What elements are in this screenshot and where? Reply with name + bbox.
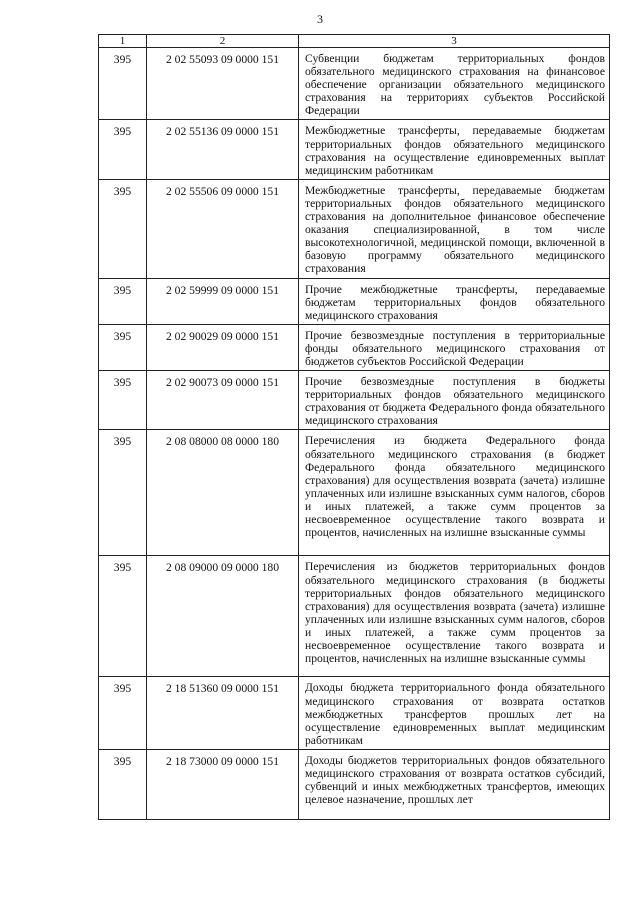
table-row [99,120,610,179]
table-row [99,430,610,556]
admin-code-cell: 395 [99,749,147,819]
admin-code-cell: 395 [99,677,147,749]
revenue-name-cell: Доходы бюджета территориального фонда обязательного медицинского страхования от возврата остатков межбюджетных трансфертов прошлых лет на осуществление единовременных выплат медицинским работникам [299,677,610,749]
revenue-name-cell: Субвенции бюджетам территориальных фондов обязательного медицинского страхования на финансовое обеспечение организации обязательного медицинского страхования на территориях субъектов Российской Федерации [299,48,610,120]
budget-code-cell: 2 08 08000 08 0000 180 [147,430,299,556]
table-row [99,278,610,324]
revenue-name-cell: Межбюджетные трансферты, передаваемые бюджетам территориальных фондов обязательного медицинского страхования на дополнительное финансовое обеспечение оказания специализированной, в том числе высокотехнологичной, медицинской помощи, включенной в базовую программу обязательного медицинского страхования [299,179,610,278]
revenue-name-cell: Перечисления из бюджета Федерального фонда обязательного медицинского страхования (в бюджет Федерального фонда обязательного медицинского страхования) для осуществления возврата (зачета) излишне уплаченных или излишне взысканных сумм налогов, сборов и иных платежей, а также сумм процентов за несвоевременное осуществление такого возврата и процентов, начисленных на излишне взысканные суммы [299,430,610,556]
budget-code-cell: 2 02 90073 09 0000 151 [147,371,299,430]
table-row [99,556,610,677]
table-row [99,677,610,749]
revenue-name-cell: Прочие безвозмездные поступления в территориальные фонды обязательного медицинского страхования от бюджетов субъектов Российской Федерации [299,324,610,370]
budget-code-cell: 2 02 55136 09 0000 151 [147,120,299,179]
budget-code-cell: 2 02 55093 09 0000 151 [147,48,299,120]
table-header-row [99,35,610,48]
admin-code-cell: 395 [99,120,147,179]
revenue-codes-table [98,34,610,820]
page-number: 3 [317,12,323,26]
admin-code-cell: 395 [99,278,147,324]
table-row [99,749,610,819]
admin-code-cell: 395 [99,556,147,677]
revenue-name-cell: Доходы бюджетов территориальных фондов обязательного медицинского страхования от возврата остатков субсидий, субвенций и иных межбюджетных трансфертов, имеющих целевое назначение, прошлых лет [299,749,610,819]
admin-code-cell: 395 [99,324,147,370]
revenue-name-cell: Межбюджетные трансферты, передаваемые бюджетам территориальных фондов обязательного медицинского страхования на осуществление единовременных выплат медицинским работникам [299,120,610,179]
column-header-3: 3 [299,35,610,48]
table-row [99,371,610,430]
admin-code-cell: 395 [99,48,147,120]
table-row [99,179,610,278]
table-row [99,48,610,120]
revenue-name-cell: Перечисления из бюджетов территориальных фондов обязательного медицинского страхования (в бюджеты территориальных фондов обязательного медицинского страхования) для осуществления возврата (зачета) излишне уплаченных или излишне взысканных сумм налогов, сборов и иных платежей, а также сумм процентов за несвоевременное осуществление такого возврата и процентов, начисленных на излишне взысканные суммы [299,556,610,677]
table-row [99,324,610,370]
admin-code-cell: 395 [99,371,147,430]
budget-code-cell: 2 02 55506 09 0000 151 [147,179,299,278]
budget-code-cell: 2 02 59999 09 0000 151 [147,278,299,324]
revenue-name-cell: Прочие межбюджетные трансферты, передаваемые бюджетам территориальных фондов обязательного медицинского страхования [299,278,610,324]
budget-code-cell: 2 02 90029 09 0000 151 [147,324,299,370]
admin-code-cell: 395 [99,430,147,556]
budget-code-cell: 2 18 73000 09 0000 151 [147,749,299,819]
budget-code-cell: 2 18 51360 09 0000 151 [147,677,299,749]
revenue-name-cell: Прочие безвозмездные поступления в бюджеты территориальных фондов обязательного медицинского страхования от бюджета Федерального фонда обязательного медицинского страхования [299,371,610,430]
budget-code-cell: 2 08 09000 09 0000 180 [147,556,299,677]
admin-code-cell: 395 [99,179,147,278]
column-header-1: 1 [99,35,147,48]
column-header-2: 2 [147,35,299,48]
